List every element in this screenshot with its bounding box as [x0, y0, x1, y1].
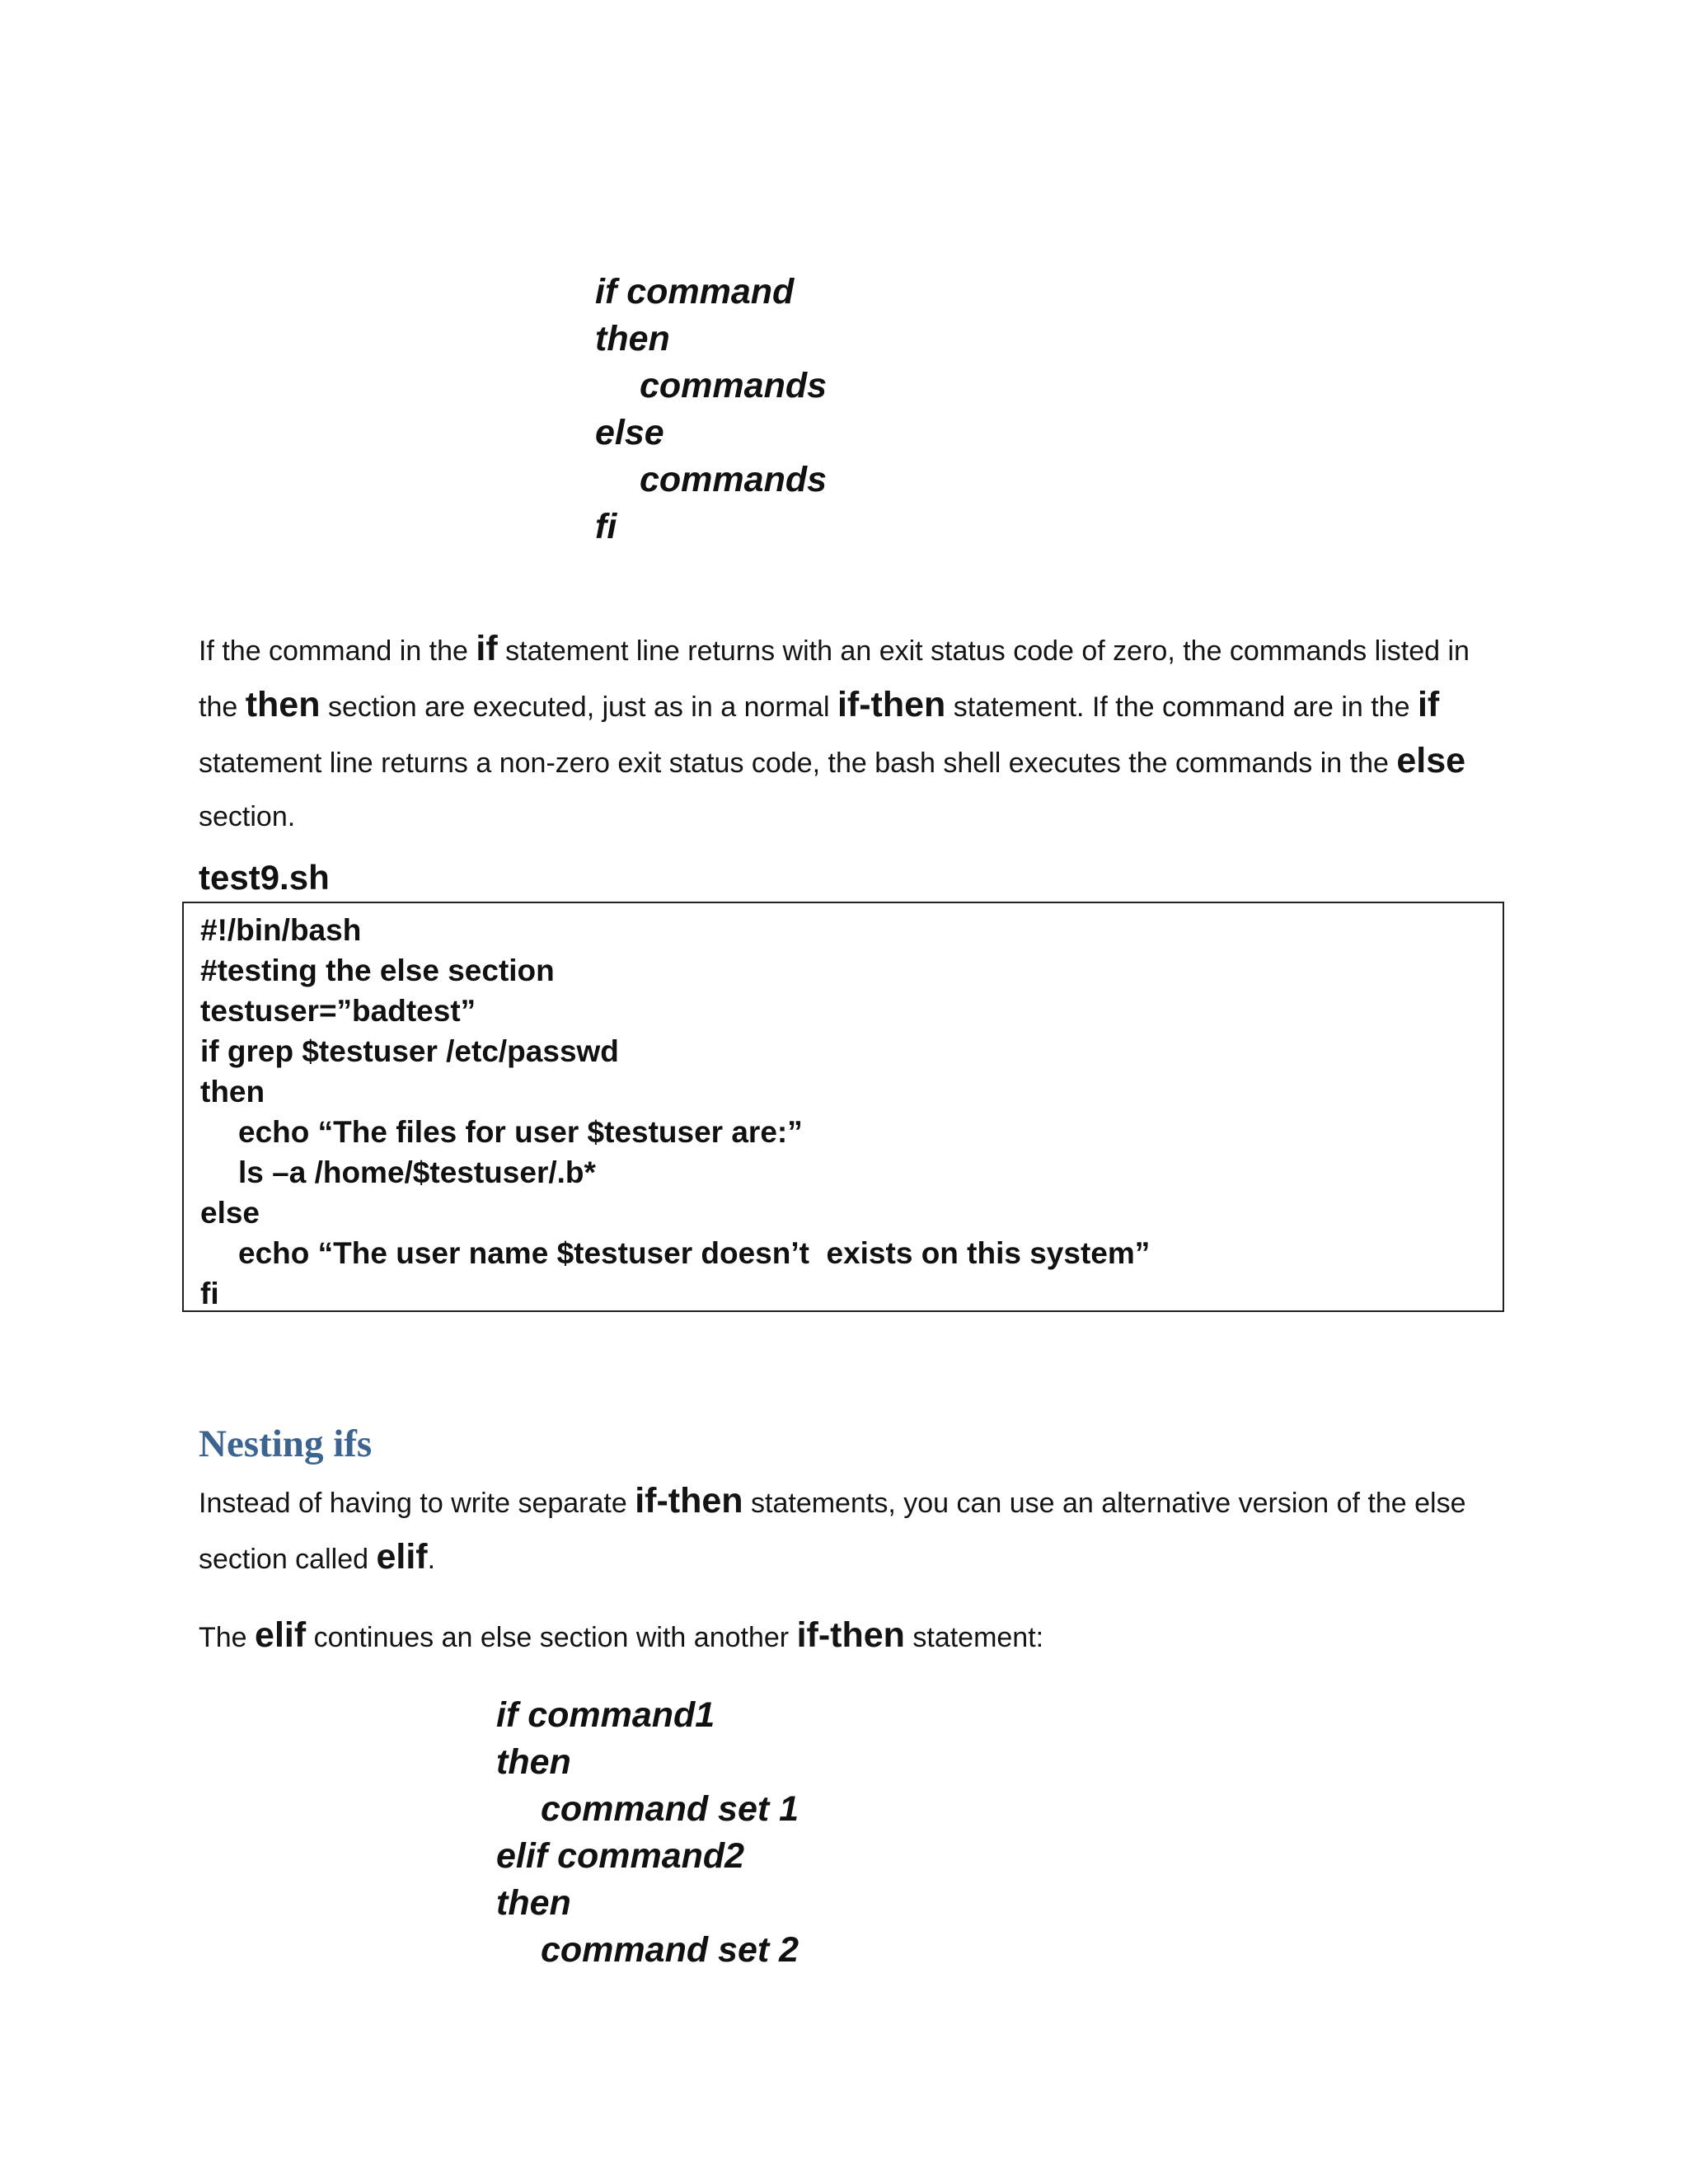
text: statement:: [904, 1622, 1044, 1653]
code-line: echo “The files for user $testuser are:”: [238, 1115, 803, 1149]
syntax-line: if command1: [496, 1695, 715, 1735]
keyword: elif: [255, 1615, 307, 1655]
syntax-line: commands: [640, 460, 828, 499]
keyword: elif: [376, 1537, 428, 1577]
syntax-line: else: [595, 413, 664, 452]
code-line: echo “The user name $testuser doesn’t exists on this system”: [238, 1236, 1151, 1270]
text: statements, you can use an alternative version of the else section called: [199, 1488, 1466, 1575]
syntax-line: then: [595, 319, 670, 359]
syntax-line: fi: [595, 507, 617, 546]
text: statement line returns with an exit status code of zero, the commands listed in the: [199, 635, 1470, 723]
syntax-line: if command: [595, 272, 795, 312]
text: section.: [199, 801, 296, 832]
section-heading: Nesting ifs: [199, 1422, 373, 1465]
syntax-line: commands: [640, 366, 828, 405]
keyword: then: [245, 685, 321, 724]
text: .: [427, 1544, 436, 1575]
if-else-syntax-block: [595, 269, 827, 551]
keyword: if-then: [635, 1481, 743, 1521]
text: If the command in the: [199, 635, 476, 667]
syntax-line: then: [496, 1883, 571, 1923]
keyword: if-then: [796, 1615, 905, 1655]
text: statement. If the command are in the: [945, 691, 1418, 723]
script-code-box: [182, 902, 1504, 1312]
code-line: #testing the else section: [200, 954, 555, 987]
code-line: ls –a /home/$testuser/.b*: [238, 1155, 596, 1189]
syntax-line: elif command2: [496, 1836, 745, 1876]
code-line: else: [200, 1196, 260, 1230]
keyword: else: [1396, 741, 1466, 780]
code-line: if grep $testuser /etc/passwd: [200, 1034, 619, 1068]
text: statement line returns a non-zero exit status code, the bash shell executes the commands in the: [199, 748, 1397, 779]
text: Instead of having to write separate: [199, 1488, 635, 1519]
keyword: if-then: [837, 685, 946, 724]
script-filename: test9.sh: [199, 858, 330, 897]
elif-intro-paragraph: [199, 1474, 1484, 1586]
code-line: testuser=”badtest”: [200, 994, 476, 1028]
text: continues an else section with another: [306, 1622, 797, 1653]
elif-description-paragraph: [199, 1609, 1484, 1665]
syntax-line: then: [496, 1742, 571, 1782]
elif-syntax-block: [496, 1692, 799, 1974]
text: section are executed, just as in a normal: [320, 691, 837, 723]
code-line: then: [200, 1075, 265, 1108]
keyword: if: [476, 629, 498, 668]
code-line: #!/bin/bash: [200, 913, 362, 947]
text: The: [199, 1622, 256, 1653]
else-explanation-paragraph: [199, 622, 1484, 844]
syntax-line: command set 2: [541, 1930, 799, 1970]
syntax-line: command set 1: [541, 1789, 799, 1829]
keyword: if: [1417, 685, 1440, 724]
code-line: fi: [200, 1277, 219, 1310]
